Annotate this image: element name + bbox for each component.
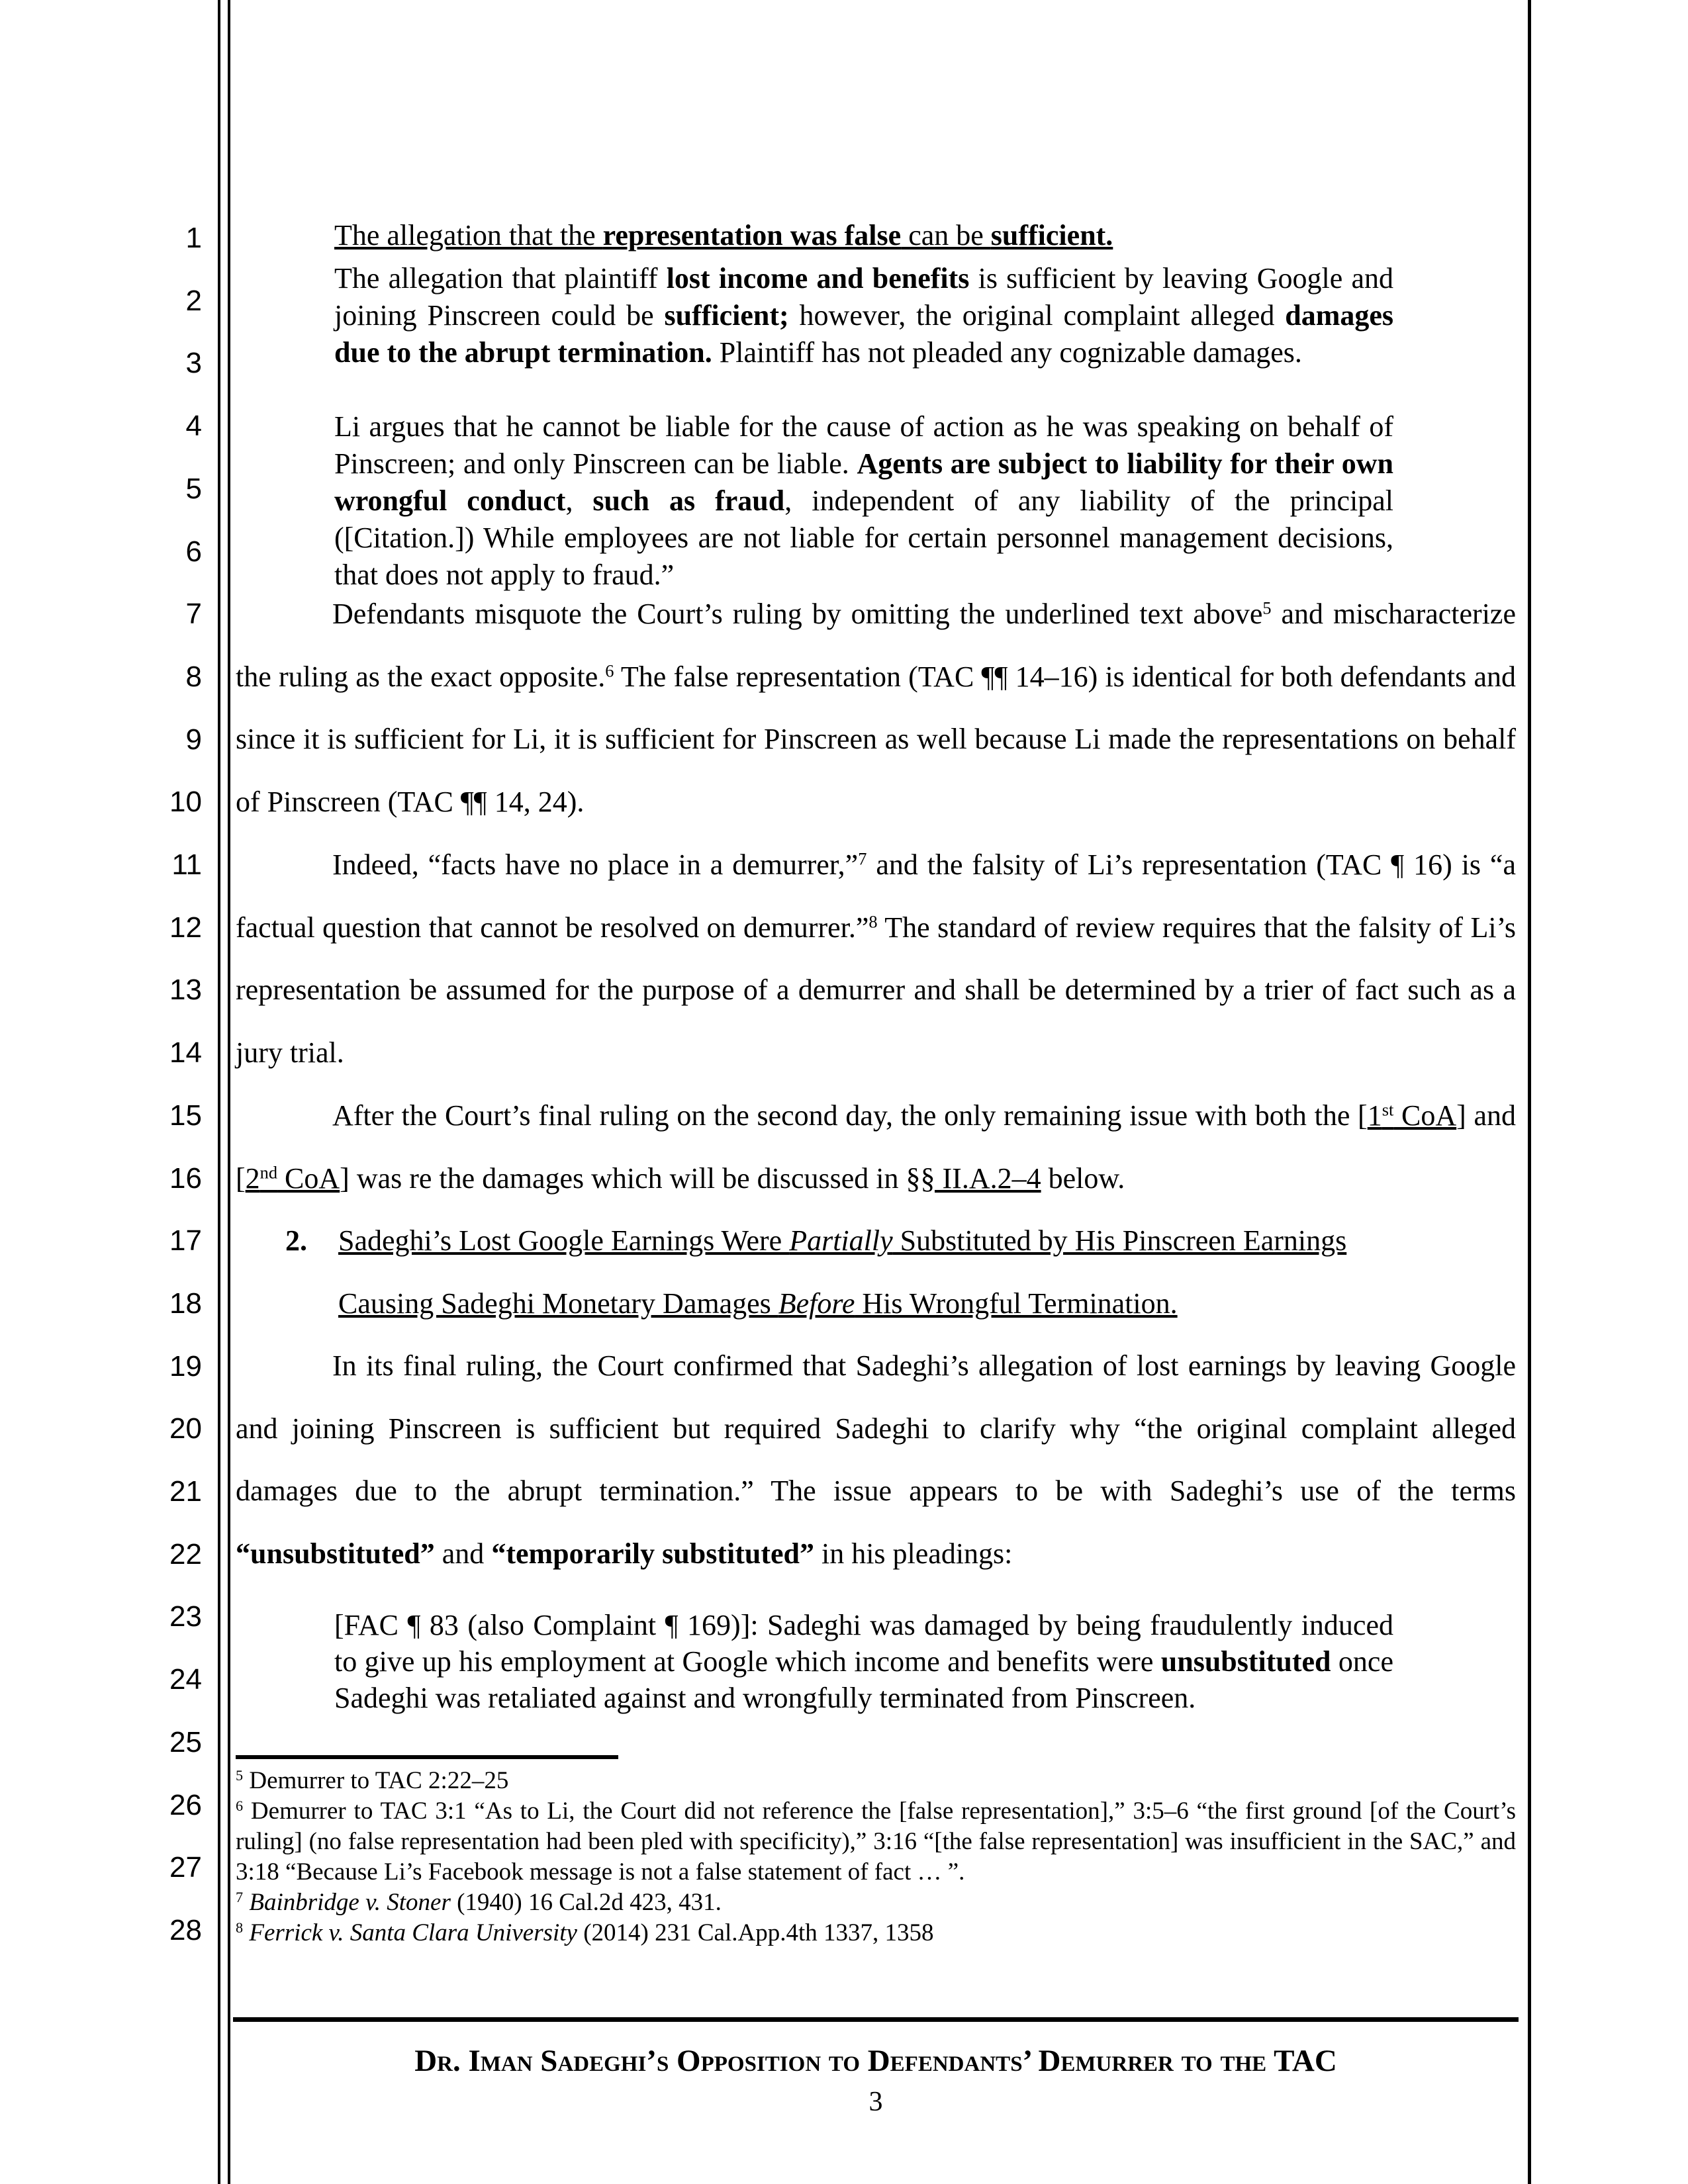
section-heading-2 (285, 1210, 1522, 1335)
line-number: 23 (169, 1600, 202, 1633)
footnote-8: $^8$ Ferrick v. Santa Clara University (2014) 231 Cal.App.4th 1337, 1358 (236, 1919, 934, 1946)
footnote-number: 5 (236, 1766, 244, 1784)
line-number: 18 (169, 1287, 202, 1320)
line-number: 7 (185, 598, 202, 631)
body-paragraph-4: In its final ruling, the Court confirmed that Sadeghi’s allegation of lost earnings by leaving Google and joining Pinscreen is sufficient but required Sadeghi to clarify why “the original complaint alleged damages due to the abrupt termination.” The issue appears to be with Sadeghi’s use of the terms “unsubstituted” and “temporarily substituted” in his pleadings: (236, 1349, 1516, 1570)
section-heading-2-line-2: Causing Sadeghi Monetary Damages Before His Wrongful Termination. (338, 1287, 1178, 1320)
line-number: 3 (185, 347, 202, 380)
line-number: 2 (185, 284, 202, 317)
line-number: 1 (185, 222, 202, 254)
quoted-ruling-paragraph-2: Li argues that he cannot be liable for the cause of action as he was speaking on behalf of Pinscreen; and only Pinscreen can be liable. Agents are subject to liability for their own wrongful conduct, such as fraud, independent of any liability of the principal ([Citation.]) While employees are not liable for certain personnel management decisions, that does not apply to fraud.” (334, 410, 1394, 591)
line-number: 25 (169, 1725, 202, 1758)
section-heading-2-text (338, 1210, 1346, 1335)
line-number: 14 (169, 1036, 202, 1069)
line-number: 22 (169, 1537, 202, 1570)
page-number: 3 (868, 2087, 883, 2117)
line-number: 17 (169, 1224, 202, 1257)
section-heading-2-number: 2. (285, 1224, 307, 1257)
line-number: 8 (185, 660, 202, 693)
line-number: 12 (169, 911, 202, 944)
body-paragraph-3: After the Court’s final ruling on the second day, the only remaining issue with both the [1st CoA] and [2nd CoA] was re the damages which will be discussed in §§ II.A.2–4 below. (236, 1099, 1517, 1195)
section-heading-2-line-1: Sadeghi’s Lost Google Earnings Were Partially Substituted by His Pinscreen Earnings (338, 1224, 1347, 1257)
line-number: 15 (169, 1099, 202, 1132)
line-number: 20 (169, 1412, 202, 1445)
quoted-ruling-paragraph-1: The allegation that plaintiff lost income and benefits is sufficient by leaving Google and joining Pinscreen could be sufficient; however, the original complaint alleged damages due to the abrupt termination. Plaintiff has not pleaded any cognizable damages. (334, 262, 1394, 369)
line-number: 6 (185, 535, 202, 568)
footnote-number: 6 (236, 1797, 244, 1814)
line-number: 28 (169, 1913, 202, 1946)
line-number: 21 (169, 1475, 202, 1508)
line-number: 24 (169, 1663, 202, 1696)
quoted-fac-paragraph: [FAC ¶ 83 (also Complaint ¶ 169)]: Sadeghi was damaged by being fraudulently induced to give up his employment at Google which income and benefits were unsubstituted once Sadeghi was retaliated against and wrongfully terminated from Pinscreen. (334, 1609, 1393, 1714)
line-number: 4 (185, 410, 202, 443)
footer-rule (233, 2017, 1519, 2022)
line-number: 16 (169, 1161, 202, 1195)
footnote-6: $^6$ Demurrer to TAC 3:1 “As to Li, the Court did not reference the [false representation],” 3:5–6 “the first ground [of the Court’s ruling] (no false representation had been pled with specificity),” 3:16 “[the false representation] was insufficient in the SAC,” and 3:18 “Because Li’s Facebook message is not a false statement of fact … ”. (236, 1797, 1517, 1886)
line-number: 11 (171, 848, 202, 881)
footnote-number: 8 (236, 1919, 244, 1936)
left-margin-rule-inner (228, 0, 230, 2184)
body-paragraph-2: Indeed, “facts have no place in a demurrer,”$^7$ and the falsity of Li’s representation (TAC ¶ 16) is “a factual question that cannot be resolved on demurrer.”$^8$ The standard of review requires that the falsity of Li’s representation be assumed for the purpose of a demurrer and shall be determined by a trier of fact such as a jury trial. (236, 848, 1517, 1069)
line-number: 10 (169, 786, 202, 819)
footnote-7: $^7$ Bainbridge v. Stoner (1940) 16 Cal.2d 423, 431. (236, 1888, 722, 1916)
body-paragraph-1: Defendants misquote the Court’s ruling by omitting the underlined text above$^5$ and mischaracterize the ruling as the exact opposite.$^6$ The false representation (TAC ¶¶ 14–16) is identical for both defendants and since it is sufficient for Li, it is sufficient for Pinscreen as well because Li made the representations on behalf of Pinscreen (TAC ¶¶ 14, 24). (236, 598, 1516, 819)
quoted-ruling-heading: The allegation that the representation was false can be sufficient. (334, 219, 1113, 251)
footnote-separator (236, 1755, 618, 1759)
footer-title: Dr. Iman Sadeghi’s Opposition to Defendants’ Demurrer to the TAC (414, 2044, 1337, 2078)
footnote-number: 7 (236, 1888, 244, 1905)
footnote-5: $^5$ Demurrer to TAC 2:22–25 (236, 1766, 509, 1794)
line-number: 26 (169, 1788, 202, 1821)
right-margin-rule (1528, 0, 1531, 2184)
left-margin-rule-outer (218, 0, 220, 2184)
line-number: 19 (169, 1349, 202, 1383)
line-number: 5 (185, 472, 202, 505)
line-number: 13 (169, 974, 202, 1007)
line-number: 9 (185, 723, 202, 756)
footnotes (236, 1766, 1516, 1948)
line-number: 27 (169, 1851, 202, 1884)
